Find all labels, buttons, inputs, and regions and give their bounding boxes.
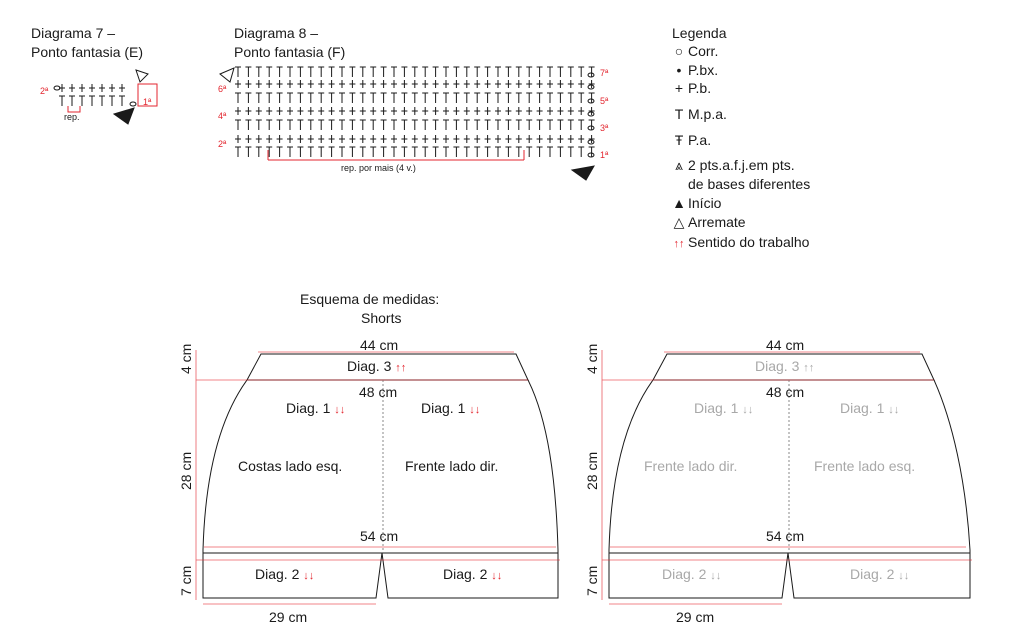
diagram8-row-label-4: 4ª <box>218 111 227 121</box>
legend-item-mpa: T M.p.a. <box>672 106 727 123</box>
arrow-down-icon: ↓↓ <box>710 570 722 582</box>
diagram8-rep-label: rep. por mais (4 v.) <box>341 163 416 173</box>
left-body-height: 28 cm <box>178 451 194 490</box>
legend-item-pb: + P.b. <box>672 80 711 97</box>
legend-title: Legenda <box>672 25 727 41</box>
legend-item-2pts: ⩓ 2 pts.a.f.j.em pts. <box>672 157 795 174</box>
arrow-down-icon: ↓↓ <box>898 570 910 582</box>
right-hip-width: 54 cm <box>766 528 805 544</box>
start-arrow-icon: ▲ <box>672 195 686 211</box>
schema-title-line2: Shorts <box>361 310 402 326</box>
finish-arrow-icon <box>136 70 148 82</box>
diagram8-row-label-3: 3ª <box>600 123 609 133</box>
arrow-up-icon: ↑↑ <box>395 362 407 374</box>
left-leg-height: 7 cm <box>178 565 194 596</box>
legend-item-corr: ○ Corr. <box>672 43 718 60</box>
direction-arrow-icon: ↑↑ <box>673 238 685 250</box>
left-waist-width: 48 cm <box>359 384 398 400</box>
diagram8-row-label-1: 1ª <box>600 150 609 160</box>
diagram8-row-label-7: 7ª <box>600 68 609 78</box>
left-leg-width: 29 cm <box>269 609 308 625</box>
right-body-height: 28 cm <box>584 451 600 490</box>
diagram7-row-label-1: 1ª <box>143 97 152 107</box>
left-diag1-left: Diag. 1 ↓↓ <box>286 400 346 416</box>
finish-arrow-icon <box>220 68 234 82</box>
diagram7-row-label-2: 2ª <box>40 86 49 96</box>
arrow-down-icon: ↓↓ <box>303 570 315 582</box>
left-panel-right: Frente lado dir. <box>405 458 499 474</box>
legend-item-pbx: • P.bx. <box>672 62 718 79</box>
left-band-height: 4 cm <box>178 343 194 374</box>
left-diag1-right: Diag. 1 ↓↓ <box>421 400 481 416</box>
legend-item-2pts-cont: de bases diferentes <box>688 176 811 192</box>
left-top-width: 44 cm <box>360 337 399 353</box>
right-top-width: 44 cm <box>766 337 805 353</box>
right-waist-width: 48 cm <box>766 384 805 400</box>
diagram8-title-line2: Ponto fantasia (F) <box>234 44 346 60</box>
chain-icon: ○ <box>674 43 684 59</box>
arrow-down-icon: ↓↓ <box>491 570 503 582</box>
arrow-down-icon: ↓↓ <box>469 404 481 416</box>
arrow-down-icon: ↓↓ <box>742 404 754 416</box>
right-leg-height: 7 cm <box>584 565 600 596</box>
diagram8-row-label-6: 6ª <box>218 84 227 94</box>
left-hip-width: 54 cm <box>360 528 399 544</box>
double-crochet-icon: Ŧ <box>674 132 684 148</box>
left-leg-right: Diag. 2 ↓↓ <box>443 566 503 582</box>
legend-item-inicio: ▲ Início <box>672 195 722 211</box>
decrease-icon: ⩓ <box>675 157 683 173</box>
diagram8-stitches <box>220 67 595 180</box>
diagram8-title-line1: Diagrama 8 – <box>234 25 319 41</box>
diagram7-stitches <box>54 70 157 124</box>
start-arrow-icon <box>114 108 134 124</box>
finish-arrow-icon: △ <box>673 214 685 230</box>
right-leg-left: Diag. 2 ↓↓ <box>662 566 722 582</box>
diagram7-title-line2: Ponto fantasia (E) <box>31 44 144 60</box>
right-panel-left: Frente lado dir. <box>644 458 738 474</box>
right-leg-right: Diag. 2 ↓↓ <box>850 566 910 582</box>
diagram8-row-label-5: 5ª <box>600 96 609 106</box>
arrow-down-icon: ↓↓ <box>334 404 346 416</box>
legend-item-pa: Ŧ P.a. <box>672 132 711 149</box>
left-leg-left: Diag. 2 ↓↓ <box>255 566 315 582</box>
legend-item-arremate: △ Arremate <box>673 214 746 230</box>
left-panel-left: Costas lado esq. <box>238 458 343 474</box>
right-diag1-left: Diag. 1 ↓↓ <box>694 400 754 416</box>
single-crochet-icon: + <box>674 80 684 96</box>
half-double-crochet-icon: T <box>674 106 684 122</box>
diagram7-title-line1: Diagrama 7 – <box>31 25 116 41</box>
right-leg-width: 29 cm <box>676 609 715 625</box>
right-diag1-right: Diag. 1 ↓↓ <box>840 400 900 416</box>
arrow-down-icon: ↓↓ <box>888 404 900 416</box>
schema-title-line1: Esquema de medidas: <box>300 291 440 307</box>
legend-item-sentido: ↑↑ Sentido do trabalho <box>672 234 809 253</box>
right-panel-right: Frente lado esq. <box>814 458 916 474</box>
right-band-label: Diag. 3 ↑↑ <box>755 358 815 374</box>
diagram8-row-label-2: 2ª <box>218 139 227 149</box>
diagram7-rep-label: rep. <box>64 112 80 122</box>
arrow-up-icon: ↑↑ <box>803 362 815 374</box>
right-band-height: 4 cm <box>584 343 600 374</box>
slip-stitch-icon: • <box>676 62 682 78</box>
start-arrow-icon <box>572 166 594 180</box>
left-band-label: Diag. 3 ↑↑ <box>347 358 407 374</box>
